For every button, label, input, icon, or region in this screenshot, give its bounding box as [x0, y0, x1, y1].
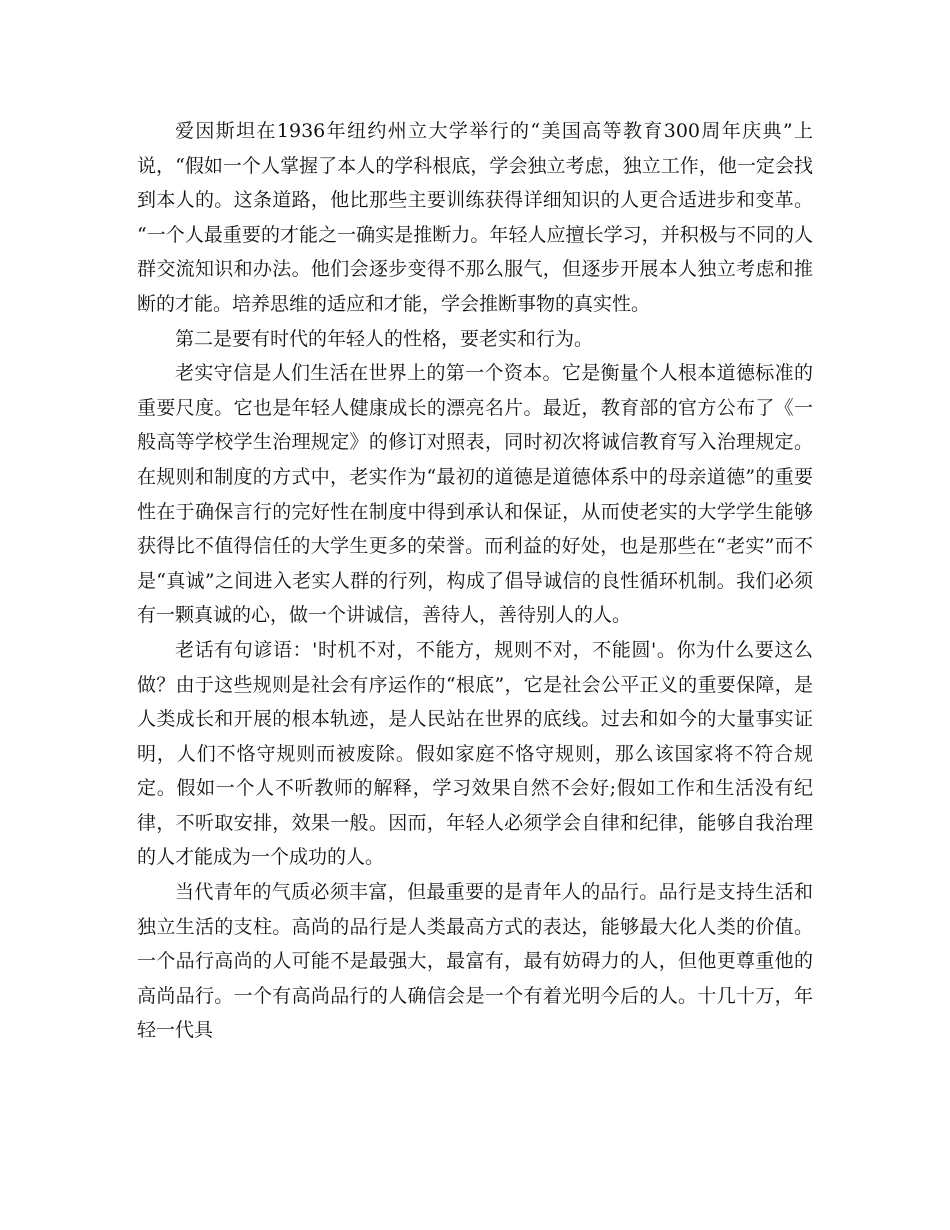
paragraph-second-point: 第二是要有时代的年轻人的性格，要老实和行为。 — [175, 327, 594, 350]
document-body — [137, 114, 813, 1048]
paragraph-einstein-quote: 爱因斯坦在1936年纽约州立大学举行的“美国高等教育300周年庆典”上说，“假如一个人掌握了本人的学科根底，学会独立考虑，独立工作，他一定会找到本人的。这条道路，他比那些主要训练获得详细知识的人更合适进步和变革。 “一个人最重要的才能之一确实是推断力。年轻人应擅长学习，并积极与不同的人群交流知识和办法。他们会逐步变得不那么服气，但逐步开展本人独立考虑和推断的才能。培养思维的适应和才能，学会推断事物的真实性。 — [137, 120, 813, 315]
paragraph-honesty: 老实守信是人们生活在世界上的第一个资本。它是衡量个人根本道德标准的重要尺度。它也是年轻人健康成长的漂亮名片。最近，教育部的官方公布了《一般高等学校学生治理规定》的修订对照表，同时初次将诚信教育写入治理规定。在规则和制度的方式中，老实作为“最初的道德是道德体系中的母亲道德”的重要性在于确保言行的完好性在制度中得到承认和保证，从而使老实的大学学生能够获得比不值得信任的大学生更多的荣誉。而利益的好处，也是那些在“老实”而不是“真诚”之间进入老实人群的行列，构成了倡导诚信的良性循环机制。我们必须有一颗真诚的心，做一个讲诚信，善待人，善待别人的人。 — [137, 362, 813, 627]
paragraph-character: 当代青年的气质必须丰富，但最重要的是青年人的品行。品行是支持生活和独立生活的支柱。高尚的品行是人类最高方式的表达，能够最大化人类的价值。一个品行高尚的人可能不是最强大，最富有，最有妨碍力的人，但他更尊重他的高尚品行。一个有高尚品行的人确信会是一个有着光明今后的人。十几十万，年轻一代具 — [137, 881, 813, 1042]
paragraph-rules-proverb: 老话有句谚语：'时机不对，不能方，规则不对，不能圆'。你为什么要这么做？由于这些规则是社会有序运作的“根底”，它是社会公平正义的重要保障，是人类成长和开展的根本轨迹，是人民站在世界的底线。过去和如今的大量事实证明，人们不恪守规则而被废除。假如家庭不恪守规则，那么该国家将不符合规定。假如一个人不听教师的解释，学习效果自然不会好;假如工作和生活没有纪律，不听取安排，效果一般。因而，年轻人必须学会自律和纪律，能够自我治理的人才能成为一个成功的人。 — [137, 638, 813, 869]
